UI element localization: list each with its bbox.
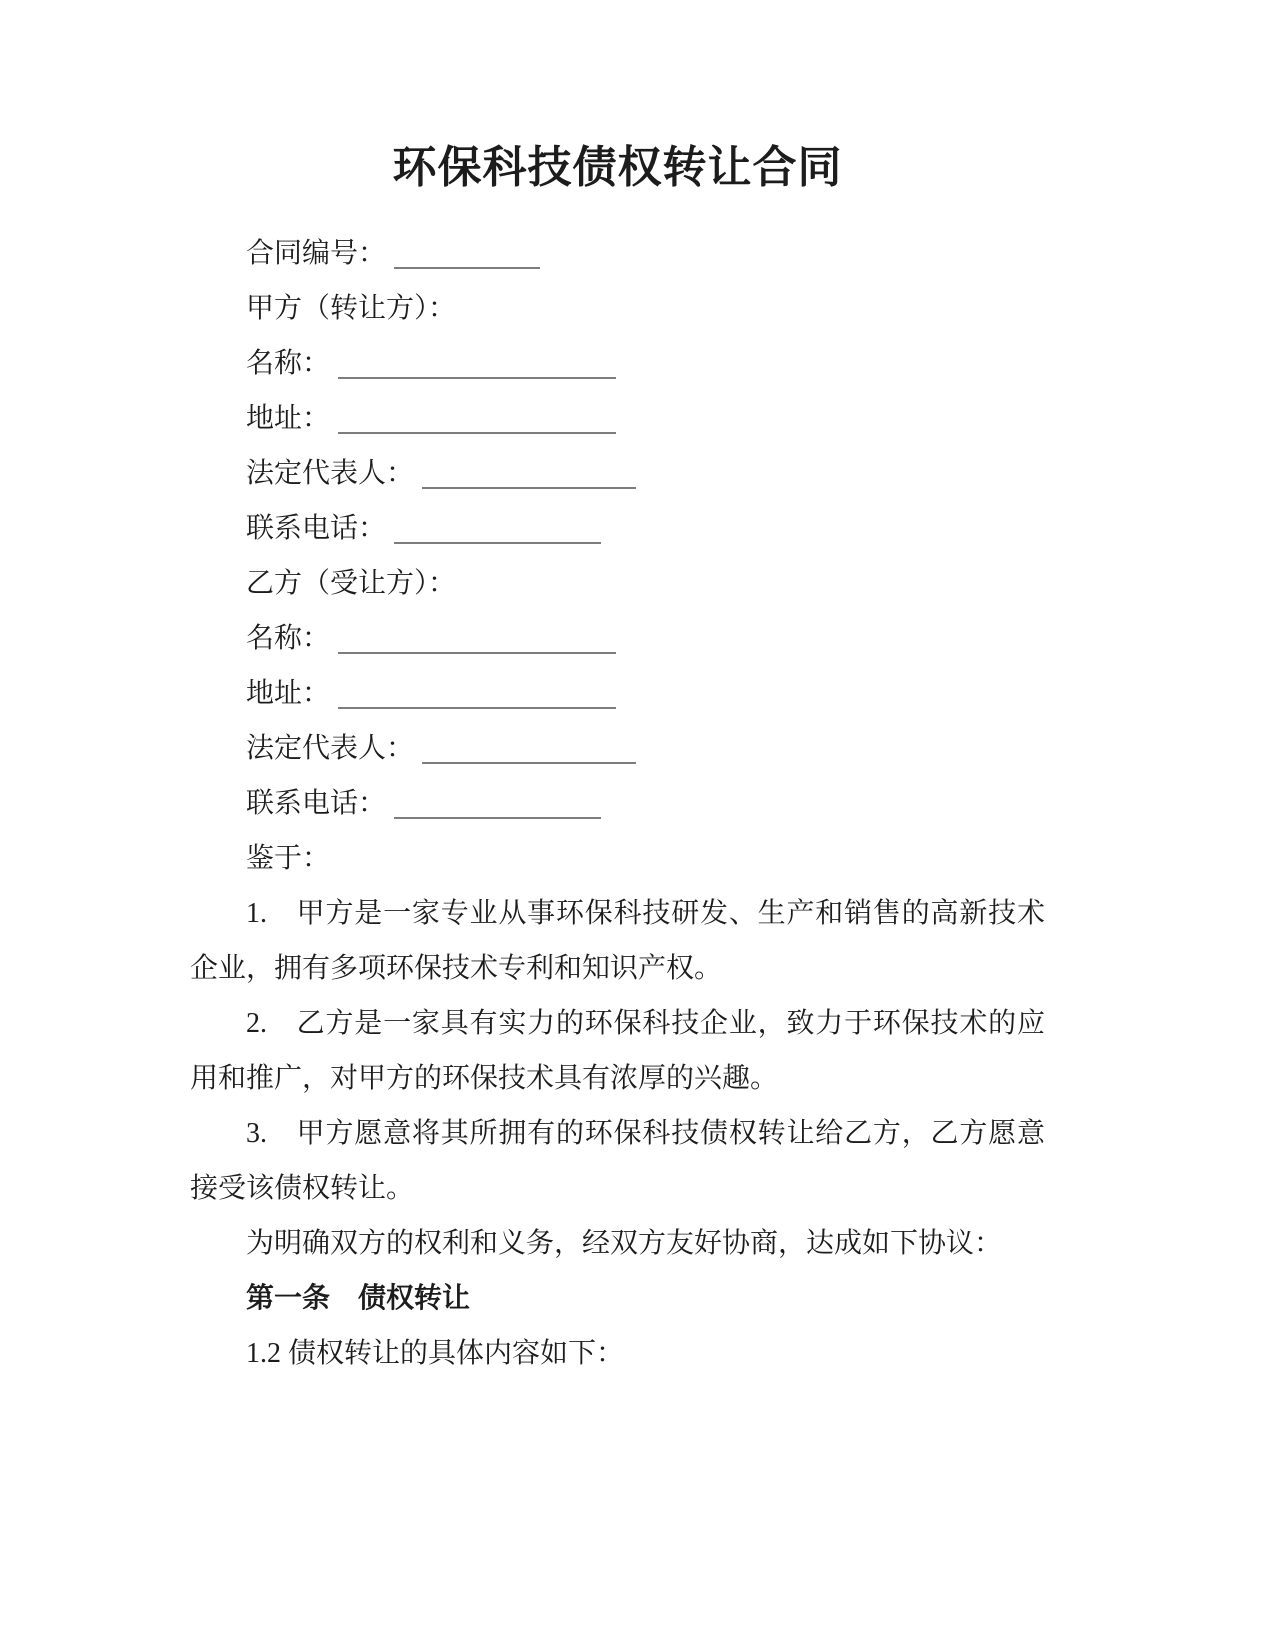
party-b-representative-blank-underline [422,736,636,764]
field-party-b-phone [190,776,1045,831]
field-party-a-representative [190,446,1045,501]
party-a-name-label: 名称： [246,348,331,379]
field-party-b-representative [190,721,1045,776]
party-a-phone-blank-underline [394,516,601,544]
party-a-address-label: 地址： [246,403,331,434]
field-party-a-phone [190,501,1045,556]
party-a-address-blank-underline [338,406,616,434]
party-b-representative-label: 法定代表人： [246,733,415,764]
party-b-phone-label: 联系电话： [246,788,387,819]
whereas-label: 鉴于： [246,843,331,874]
section-1-heading: 第一条 债权转让 [246,1283,471,1314]
whereas-label-line [190,831,1045,886]
contract-number-label: 合同编号： [246,238,387,269]
recital-1: 1. 甲方是一家专业从事环保科技研发、生产和销售的高新技术企业，拥有多项环保技术专利和知识产权。 [190,898,1045,984]
document-title: 环保科技债权转让合同 [392,143,843,192]
field-contract-number [190,226,1045,281]
contract-number-blank-underline [394,241,540,269]
party-b-name-blank-underline [338,626,616,654]
field-party-a-address [190,391,1045,446]
party-a-phone-label: 联系电话： [246,513,387,544]
field-party-b-address [190,666,1045,721]
party-a-header [190,281,1045,336]
party-a-name-blank-underline [338,351,616,379]
recital-2: 2. 乙方是一家具有实力的环保科技企业，致力于环保技术的应用和推广，对甲方的环保技术具有浓厚的兴趣。 [190,1008,1045,1094]
field-party-b-name [190,611,1045,666]
party-a-header-label: 甲方（转让方）： [246,293,457,324]
party-b-header-label: 乙方（受让方）： [246,568,457,599]
party-b-address-label: 地址： [246,678,331,709]
recital-3: 3. 甲方愿意将其所拥有的环保科技债权转让给乙方，乙方愿意接受该债权转让。 [190,1118,1045,1204]
agreement-lead-in: 为明确双方的权利和义务，经双方友好协商，达成如下协议： [246,1228,1003,1259]
party-a-representative-label: 法定代表人： [246,458,415,489]
party-b-address-blank-underline [338,681,616,709]
field-party-a-name [190,336,1045,391]
party-b-name-label: 名称： [246,623,331,654]
party-a-representative-blank-underline [422,461,636,489]
clause-1-2: 1.2 债权转让的具体内容如下： [246,1338,625,1369]
party-b-header [190,556,1045,611]
party-b-phone-blank-underline [394,791,601,819]
